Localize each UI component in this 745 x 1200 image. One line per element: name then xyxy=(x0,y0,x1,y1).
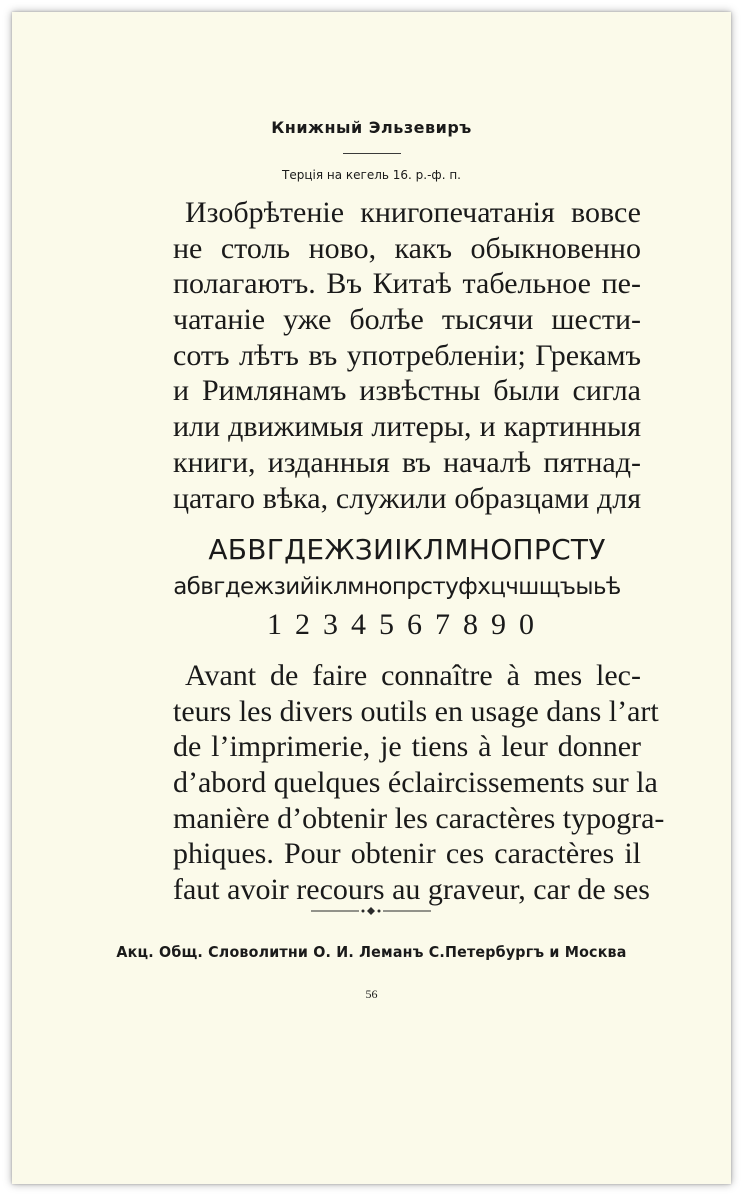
text-line: de l’imprimerie, je tiens à leur donner xyxy=(173,730,641,764)
text-line: phiques. Pour obtenir ces caractères il xyxy=(173,837,641,871)
text-line: Изобрѣтеніе книгопечатанія вовсе xyxy=(185,196,641,229)
digit-specimen: 1234567890 xyxy=(267,608,547,641)
text-line: цатаго вѣка, служили образцами для xyxy=(173,481,641,515)
title-rule xyxy=(343,153,401,154)
text-line: manière d’obtenir les caractères typogra- xyxy=(173,801,665,835)
text-line: Avant de faire connaître à mes lec- xyxy=(185,659,641,692)
ornament-divider-icon xyxy=(311,904,431,918)
russian-text-block xyxy=(173,195,641,516)
text-line: чатаніе уже болѣе тысячи шести- xyxy=(173,303,641,337)
page-number: 56 xyxy=(365,987,378,1001)
text-line: не столь ново, какъ обыкновенно xyxy=(173,231,641,265)
book-page xyxy=(12,12,731,1184)
page-title: Книжный Эльзевиръ xyxy=(271,118,472,137)
french-text-block xyxy=(173,658,665,908)
text-line: полагаютъ. Въ Китаѣ табельное пе- xyxy=(173,267,641,301)
typeface-size-caption: Терція на кегель 16. р.-ф. п. xyxy=(282,168,461,182)
uppercase-alphabet: АБВГДЕЖЗИІКЛМНОПРСТУ xyxy=(208,533,606,566)
foundry-imprint: Акц. Общ. Словолитни О. И. Леманъ С.Петербургъ и Москва xyxy=(116,943,627,961)
text-line: сотъ лѣтъ въ употребленіи; Грекамъ xyxy=(173,338,641,372)
text-line: faut avoir recours au graveur, car de ses xyxy=(173,873,650,907)
text-line: teurs les divers outils en usage dans l’art xyxy=(173,694,659,728)
text-line: или движимыя литеры, и картинныя xyxy=(173,410,641,444)
text-line: книги, изданныя въ началѣ пятнад- xyxy=(173,445,641,479)
text-line: и Римлянамъ извѣстны были сигла xyxy=(173,374,641,408)
lowercase-alphabet: абвгдежзийіклмнопрстуфхцчшщъыьѣ xyxy=(173,574,621,600)
text-line: d’abord quelques éclaircissements sur la xyxy=(173,766,658,800)
